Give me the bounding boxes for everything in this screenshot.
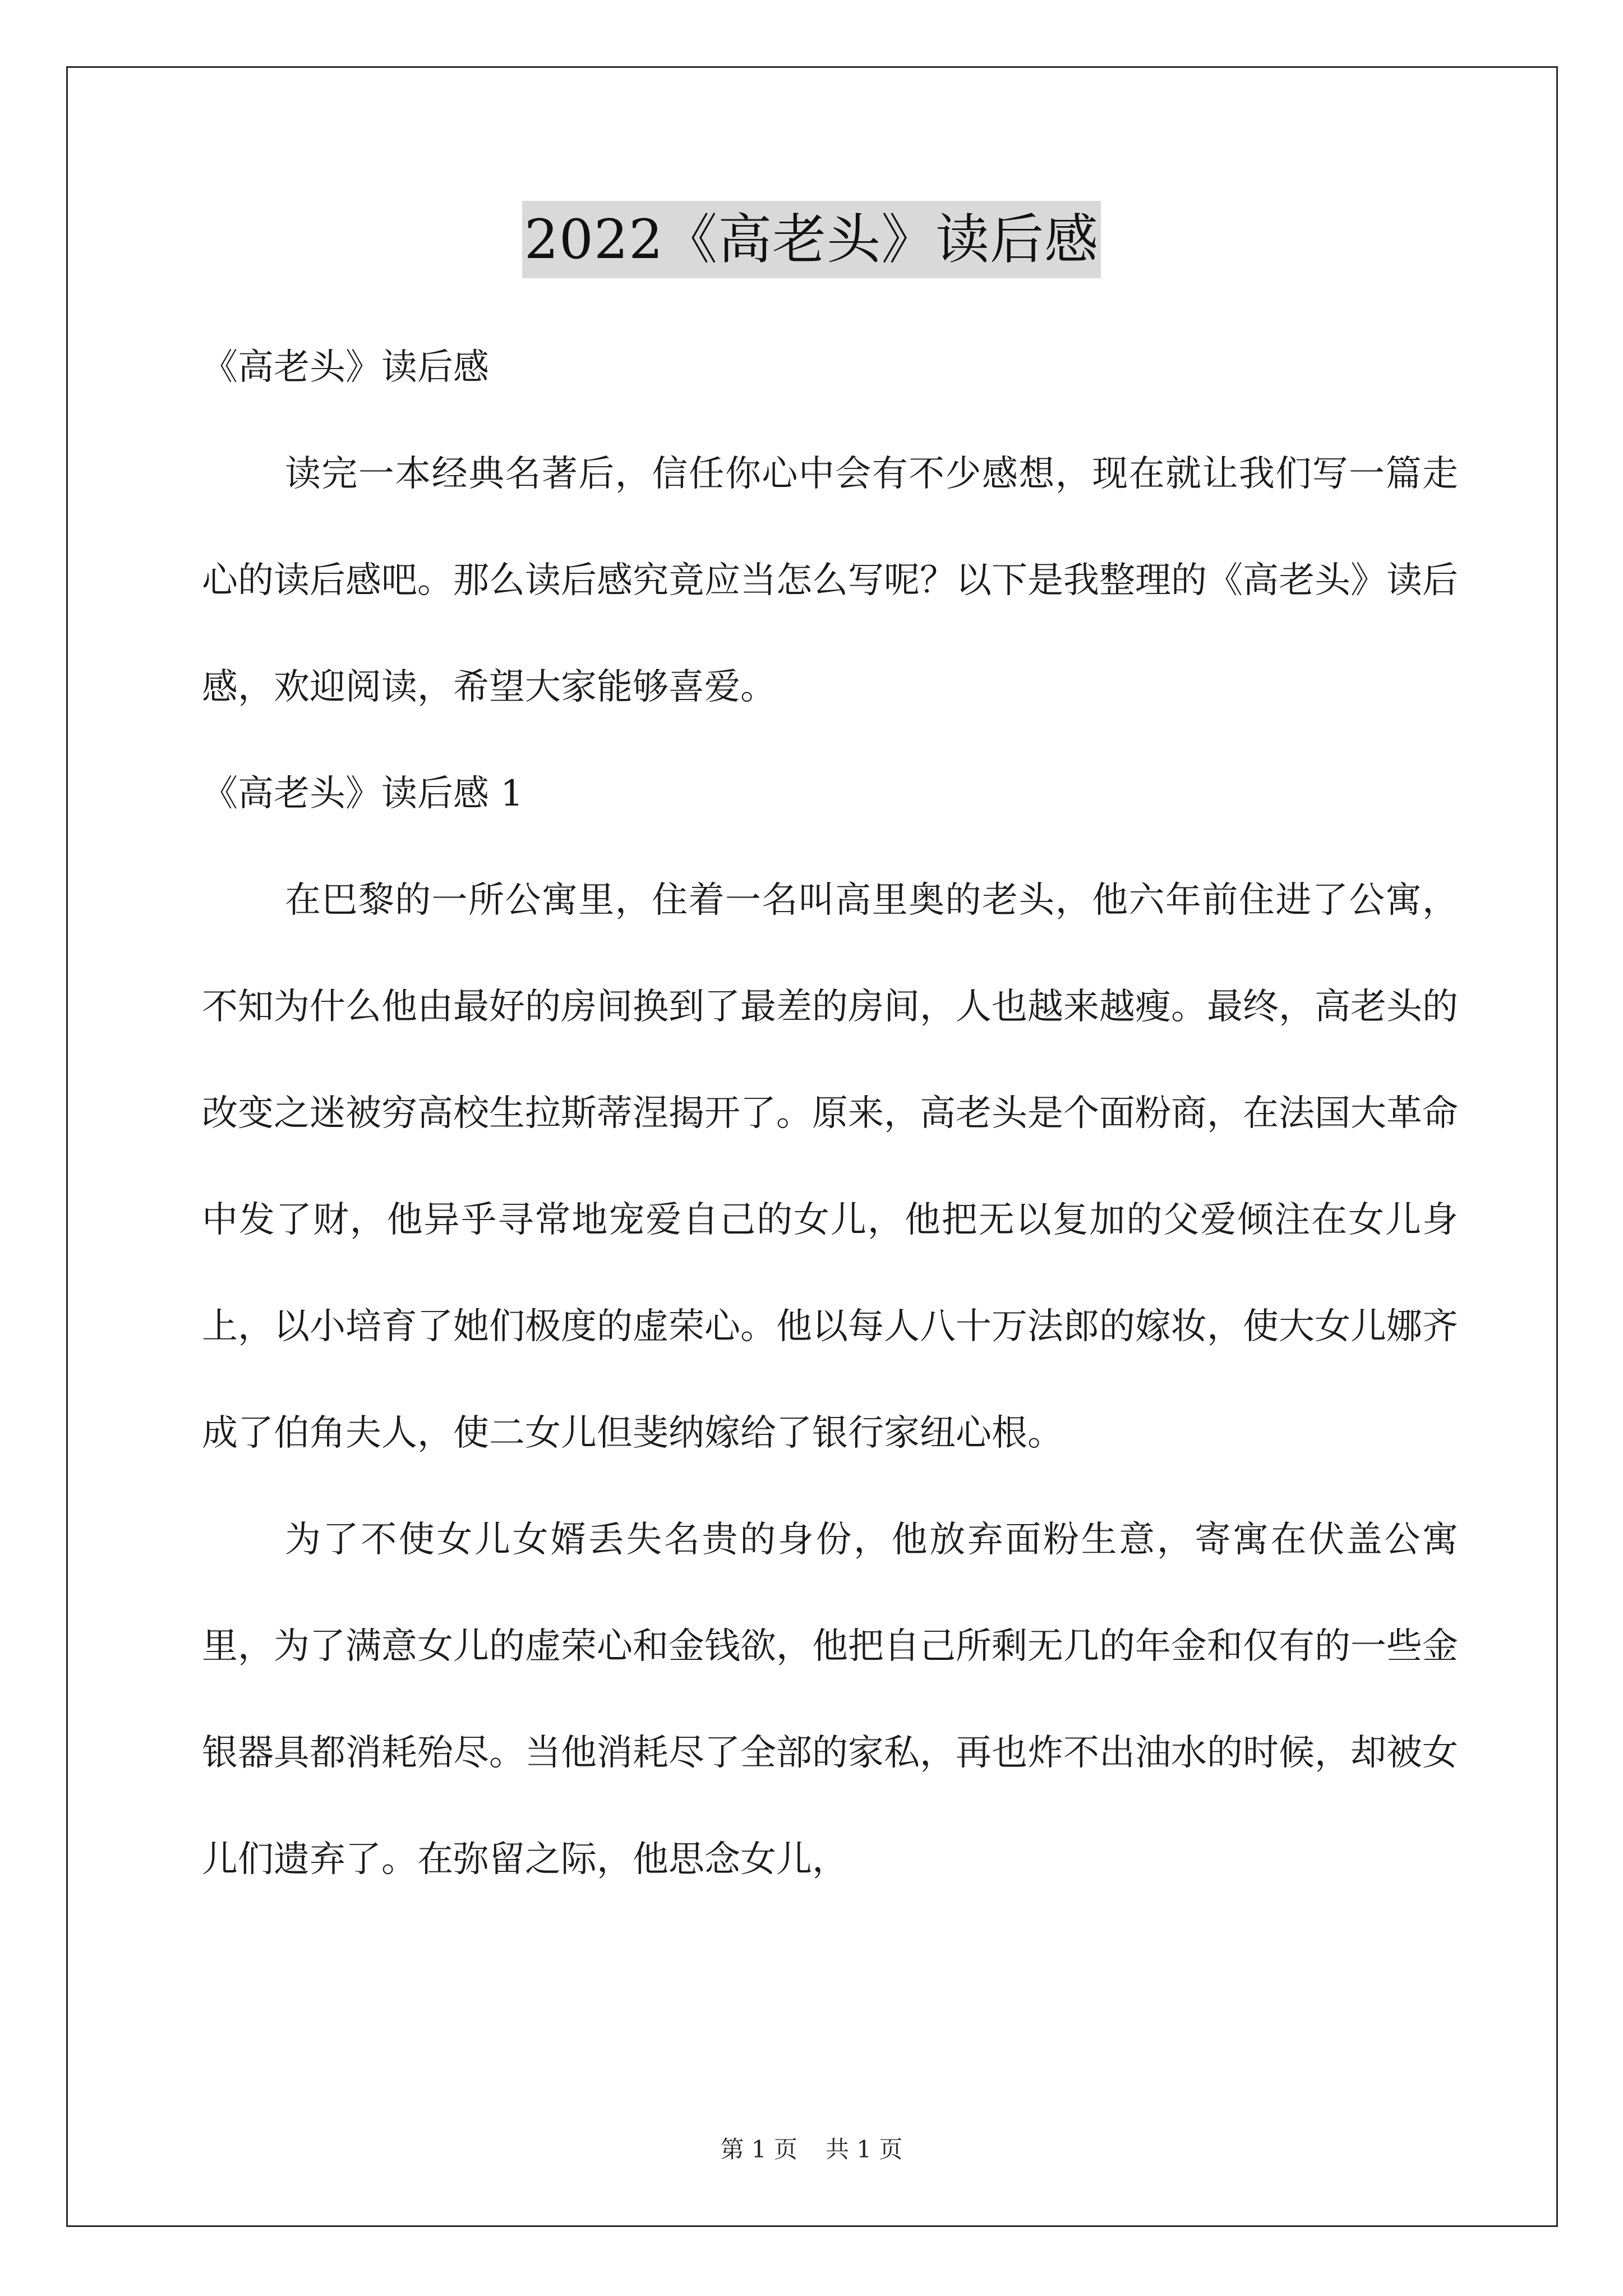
document-body [202,314,1458,1913]
body-paragraph-1: 在巴黎的一所公寓里，住着一名叫高里奥的老头，他六年前住进了公寓，不知为什么他由最好的房间换到了最差的房间，人也越来越瘦。最终，高老头的改变之迷被穷高校生拉斯蒂涅揭开了。原来，高老头是个面粉商，在法国大革命中发了财，他异乎寻常地宠爱自己的女儿，他把无以复加的父爱倾注在女儿身上，以小培育了她们极度的虚荣心。他以每人八十万法郎的嫁妆，使大女儿娜齐成了伯角夫人，使二女儿但斐纳嫁给了银行家纽心根。 [202,880,1458,1454]
intro-paragraph: 读完一本经典名著后，信任你心中会有不少感想，现在就让我们写一篇走心的读后感吧。那么读后感究竟应当怎么写呢？以下是我整理的《高老头》读后感，欢迎阅读，希望大家能够喜爱。 [202,453,1458,708]
page-number: 第 1 页 [720,2136,797,2163]
section-heading-1: 《高老头》读后感 1 [202,773,524,815]
page-footer [0,2133,1623,2166]
section-heading: 《高老头》读后感 [202,347,489,388]
body-paragraph-2: 为了不使女儿女婿丢失名贵的身份，他放弃面粉生意，寄寓在伏盖公寓里，为了满意女儿的虚荣心和金钱欲，他把自己所剩无几的年金和仅有的一些金银器具都消耗殆尽。当他消耗尽了全部的家私，再也炸不出油水的时候，却被女儿们遗弃了。在弥留之际，他思念女儿， [202,1519,1458,1880]
page-total: 共 1 页 [826,2136,903,2163]
title-container [0,201,1623,278]
document-title: 2022《高老头》读后感 [522,201,1101,278]
